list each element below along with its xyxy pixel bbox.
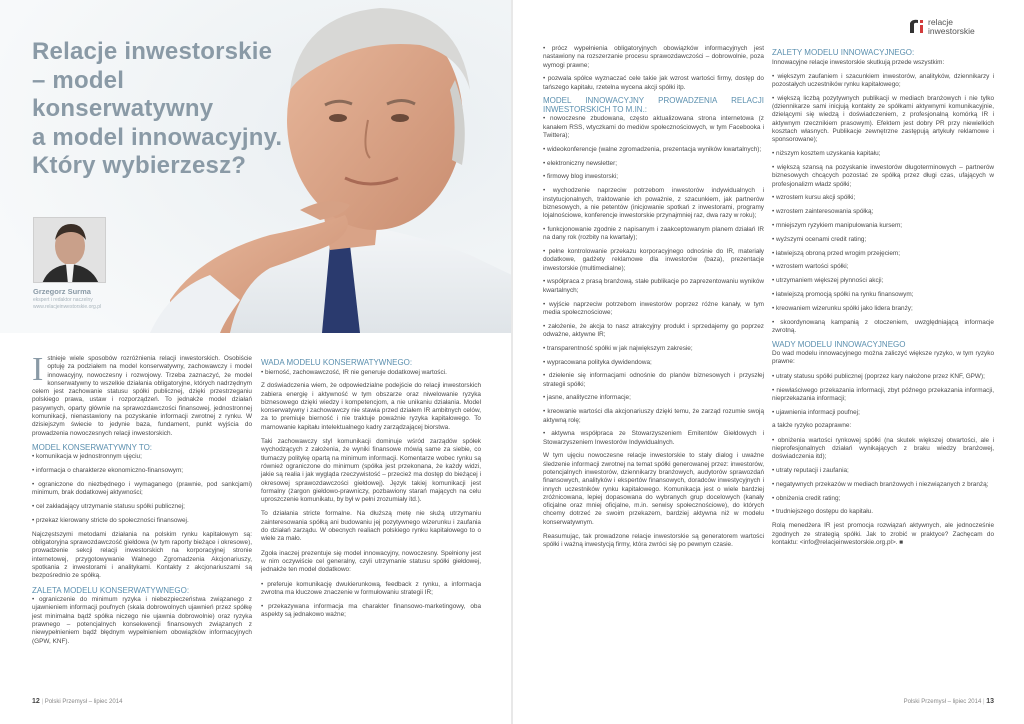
author-role: ekspert i redaktor naczelny www.relacjeinwestorskie.org.pl bbox=[33, 297, 102, 310]
list-item: • informacja o charakterze ekonomiczno-finansowym; bbox=[32, 467, 184, 475]
footer-publication: Polski Przemysł – lipiec 2014 bbox=[903, 699, 982, 705]
list-item: • większą szansą na pozyskanie inwestorów długoterminowych – partnerów biznesowych chcących pozostać ze spółką przez długi czas, ufających w profesjonalizm władz spółki; bbox=[772, 163, 994, 188]
body-paragraph: Z doświadczenia wiem, że odpowiedzialne podejście do relacji inwestorskich zabiera energię i aktywność w tym obszarze oraz niwelowanie ryzyka biznesowego dzięki wiedzy i kompetencjom, a nie unikaniu działania. Model konserwatywny i zachowawczy nie stawia przed działem IR ambitnych celów, za to premiuje bierność i nie traktuje poważnie ryzyka kapitałowego. To marnowanie kapitału intelektualnego kadry zarządzającej biorstwa. bbox=[261, 382, 481, 431]
list-item: • wyjście naprzeciw potrzebom inwestorów poprzez różne kanały, w tym media społecznościowe; bbox=[543, 300, 764, 316]
list-item: • elektroniczny newsletter; bbox=[543, 159, 617, 167]
body-paragraph: To działania stricte formalne. Na dłuższą metę nie służą utrzymaniu zainteresowania spółką ani budowaniu jej pozytywnego wizerunku i zaufania do działań zarządu. W obecnych realiach polskiego rynku kapitałowego to o wiele za mało. bbox=[261, 510, 481, 543]
intro-paragraph bbox=[32, 351, 252, 438]
brand-logo bbox=[910, 16, 990, 36]
list-item: • prócz wypełnienia obligatoryjnych obowiązków informacyjnych jest nastawiony na rozszerzanie procesu sprawozdawczości – dobrowolnie, poza wymogi prawne; bbox=[543, 45, 764, 69]
list-item: • cel zakładający utrzymanie statusu spółki publicznej; bbox=[32, 503, 185, 511]
list-item: • przekaz kierowany stricte do społeczności finansowej. bbox=[32, 516, 189, 524]
section-heading: ZALETA MODELU KONSERWATYWNEGO: bbox=[32, 585, 190, 595]
author-name: Grzegorz Surma bbox=[33, 287, 91, 296]
list-item: • łatwiejszą promocją spółki na rynku finansowym; bbox=[772, 290, 914, 298]
list-item: • większym zaufaniem i szacunkiem inwestorów, analityków, dziennikarzy i pozostałych uczestników rynku kapitałowego; bbox=[772, 72, 994, 89]
list-item: • wychodzenie naprzeciw potrzebom inwestorów indywidualnych i instytucjonalnych, traktowanie ich poważnie, z szacunkiem, jak partnerów biznesowych, a nie petentów (inicjowanie spotkań z inwestorami, programy lojalnościowe, konferencje inwestorskie przynajmniej raz, dwa razy w roku); bbox=[543, 187, 764, 220]
footer-right: Polski Przemysł – lipiec 2014 | 13 bbox=[903, 698, 994, 705]
list-item: • jasne, analityczne informacje; bbox=[543, 394, 631, 402]
list-item: • pozwala spółce wyznaczać cele takie jak wzrost wartości firmy, dostęp do tańszego kapitału, rzetelna wycena akcji spółki itp. bbox=[543, 75, 764, 91]
list-item: • współpraca z prasą branżową, stałe publikacje po zaprezentowaniu wyników kwartalnych; bbox=[543, 278, 764, 294]
logo-text-line2: inwestorskie bbox=[928, 26, 975, 36]
page-number: 12 bbox=[32, 698, 40, 705]
list-item: • kreowaniem wizerunku spółki jako lidera branży; bbox=[772, 304, 913, 312]
list-item: • ograniczone do niezbędnego i wymaganego (prawnie, pod sankcjami) minimum, brak dodatkowej aktywności; bbox=[32, 481, 252, 497]
list-item: • negatywnych przekazów w mediach branżowych i niezwiązanych z branżą; bbox=[772, 480, 989, 488]
list-item: • niewłaściwego przekazania informacji, zbyt późnego przekazania informacji, nieprzekazania informacji; bbox=[772, 386, 994, 402]
list-item: • bierność, zachowawczość, IR nie generuje dodatkowej wartości. bbox=[261, 368, 447, 376]
left-column-2 bbox=[261, 355, 481, 625]
spread-gutter bbox=[511, 0, 513, 724]
list-item: • przekazywana informacja ma charakter finansowo-marketingowy, oba aspekty są jednakowo ważne; bbox=[261, 602, 481, 618]
body-paragraph: a także ryzyko pozaprawne: bbox=[772, 422, 852, 430]
author-portrait bbox=[34, 218, 106, 283]
list-item: • wideokonferencje (walne zgromadzenia, prezentacja wyników kwartalnych); bbox=[543, 145, 762, 153]
list-item: • obniżenia credit rating; bbox=[772, 494, 841, 502]
left-column-1 bbox=[32, 351, 252, 652]
list-item: • założenie, że akcja to nasz atrakcyjny produkt i sprzedajemy go poprzez odważne, aktywne IR; bbox=[543, 322, 764, 338]
body-paragraph: Innowacyjne relacje inwestorskie skutkują przede wszystkim: bbox=[772, 58, 945, 66]
section-heading: MODEL KONSERWATYWNY TO: bbox=[32, 442, 153, 452]
list-item: • transparentność spółki w jak największym zakresie; bbox=[543, 344, 693, 352]
list-item: • nowoczesne zbudowana, często aktualizowana strona internetowa (z kanałem RSS, wtyczkami do mediów społecznościowych, w tym Facebooka i Twittera); bbox=[543, 115, 764, 140]
list-item: • trudniejszego dostępu do kapitału. bbox=[772, 508, 874, 516]
list-item: • utraty statusu spółki publicznej (poprzez kary nałożone przez KNF, GPW); bbox=[772, 372, 985, 380]
list-item: • preferuje komunikację dwukierunkową, feedback z rynku, a informacja zwrotna ma kluczowe znaczenie w formułowaniu strategii IR; bbox=[261, 580, 481, 596]
list-item: • wzrostem kursu akcji spółki; bbox=[772, 194, 856, 202]
list-item: • skoordynowaną kampanią z otoczeniem, uwzględniającą informacje zwrotną. bbox=[772, 318, 994, 334]
list-item: • większą liczbą pozytywnych publikacji w mediach branżowych i nie tylko (dziennikarze sami inicjują kontakty ze spółkami aktywnymi komunikacyjnie, dzielącymi się wiedzą i doświadczeniem, z profesjonalną komórką IR i aktywnym rzecznikiem prasowym). Efektem jest dobry PR przy niewielkich kosztach własnych. Publikacje zewnętrzne zastępują artykuły reklamowe i sponsorowane); bbox=[772, 94, 994, 144]
intro-text: stnieje wiele sposobów rozróżnienia relacji inwestorskich. Osobiście optuję za podziałem na model konserwatywny, zachowawczy i model innowacyjny, nowoczesny i rozwojowy. Trzeba zaznaczyć, że model konserwatywny to wszelkie działania obligatoryjne, których nadrzędnym celem jest zachowanie statusu spółki publicznej, dzięki przestrzeganiu polskiego prawa, ustaw i rozporządzeń. To jednakże model działań pasywnych, oparty głównie na sprawozdawczości finansowej, jednostronnej komunikacji, nienastawiony na pozyskanie informacji zwrotnej z rynku. W dzisiejszym świecie to jedynie baza, fundament, punkt wyjścia do prowadzenia nowoczesnych relacji inwestorskich. bbox=[32, 355, 252, 437]
list-item: • mniejszym ryzykiem manipulowania kursem; bbox=[772, 221, 903, 229]
closing-paragraph: Rolą menedżera IR jest promocja rozwiązań aktywnych, ale jednocześnie zgodnych ze strategią spółki. Jak to zrobić w praktyce? Zachęcam do kontaktu: <info@relacjeinwestorskie.org.pl>. ■ bbox=[772, 522, 994, 546]
list-item: • obniżenia wartości rynkowej spółki (na skutek większej otwartości, ale i nieprofesjonalnych działań wynikających z braku wiedzy branżowej, doświadczenia itd); bbox=[772, 436, 994, 461]
body-paragraph: Najczęstszymi metodami działania na polskim rynku kapitałowym są: obligatoryjna sprawozdawczość giełdowa (w tym raporty bieżące i okresowe), prowadzenie sekcji relacji inwestorskich na korporacyjnej stronie internetowej, przygotowywanie Walnego Zgromadzenia Akcjonariuszy, spotkania z inwestorami i analitykami. Kontakty z akcjonariuszami są bezpośrednio ze spółką. bbox=[32, 530, 252, 580]
body-paragraph: W tym ujęciu nowoczesne relacje inwestorskie to stały dialog i uważne śledzenie informacji zwrotnej na temat spółki generowanej przez: inwestorów, potencjalnych inwestorów, dziennikarzy branżowych, audytorów sprawozdań finansowych, analityków i ekspertów finansowych, doradców inwestycyjnych i innych uczestników rynku kapitałowego. Komunikacja jest o wiele bardziej zróżnicowana, lepiej dopasowana do wybranych grup docelowych (kanały oficjalne oraz mniej oficjalne, m.in. serwisy społecznościowe), do których chcemy dotrzeć ze swoim przekazem, bardziej aktywna niż w modelu konserwatywnym. bbox=[543, 452, 764, 526]
list-item: • łatwiejszą obroną przed wrogim przejęciem; bbox=[772, 249, 900, 257]
right-column-1 bbox=[543, 45, 764, 556]
list-item: • pełne kontrolowanie przekazu korporacyjnego odnośnie do IR, materiały dodatkowe, gadżety reklamowe dla inwestorów (baza), prezentacje inwestorskie (multimedialne); bbox=[543, 248, 764, 272]
footer-left: 12 | Polski Przemysł – lipiec 2014 bbox=[32, 698, 123, 705]
body-paragraph: Reasumując, tak prowadzone relacje inwestorskie są generatorem wartości spółki i ważną inwestycją firmy, która zwróci się po pewnym czasie. bbox=[543, 533, 764, 549]
body-paragraph: • ograniczenie do minimum ryzyka i niebezpieczeństwa związanego z ujawnieniem informacji poufnych (skala dobrowolnych ujawnień przez spółkę jest minimalna bądź spółka niczego nie ujawnia dobrowolnie) oraz ryzyka prawnego – potencjalnych konsekwencji finansowych związanych z niewypełnieniem bądź błędnym wypełnieniem obowiązków informacyjnych (GPW, KNF). bbox=[32, 596, 252, 645]
list-item: • wzrostem zainteresowania spółką; bbox=[772, 208, 874, 216]
logo-icon bbox=[910, 19, 924, 33]
article-headline: Relacje inwestorskie – model konserwatywny a model innowacyjny. Który wybierzesz? bbox=[32, 38, 283, 179]
footer-publication: Polski Przemysł – lipiec 2014 bbox=[44, 699, 123, 705]
list-item: • utrzymaniem większej płynności akcji; bbox=[772, 277, 884, 285]
body-paragraph: Taki zachowawczy styl komunikacji dominuje wśród zarządów spółek wychodzących z założenia, że wyniki finansowe mówią same za siebie, co tłumaczy politykę opartą na minimum informacji. Komentarze wobec rynku są również ograniczone do minimum (spółka jest przekonana, że każdy widzi, jakie są realia i jak wygląda rzeczywistość – przecież ma dostęp do bieżącej i okresowej sprawozdawczości giełdowej). Język takiej komunikacji jest formalny (żargon giełdowo-prawniczy, pozbawiony starań mających na celu uproszczenie komunikatu, by był w pełni zrozumiały itd.). bbox=[261, 438, 481, 504]
list-item: • aktywna współpraca ze Stowarzyszeniem Emitentów Giełdowych i Stowarzyszeniem Inwestorów Indywidualnych. bbox=[543, 430, 764, 446]
section-heading: WADY MODELU INNOWACYJNEGO bbox=[772, 339, 906, 349]
list-item: • wzrostem wartości spółki; bbox=[772, 263, 849, 271]
section-heading: ZALETY MODELU INNOWACYJNEGO: bbox=[772, 48, 915, 57]
body-paragraph: Zgoła inaczej prezentuje się model innowacyjny, nowoczesny. Spełniony jest w nim oczywiście cel generalny, czyli utrzymanie statusu spółki giełdowej, jednakże ten model dodatkowo: bbox=[261, 549, 481, 574]
list-item: • kreowanie wartości dla akcjonariuszy dzięki temu, że zarząd rozumie swoją aktywną rolę; bbox=[543, 408, 764, 424]
list-item: • wyższymi ocenami credit rating; bbox=[772, 235, 867, 243]
list-item: • utraty reputacji i zaufania; bbox=[772, 467, 849, 475]
dropcap: I bbox=[32, 351, 44, 388]
list-item: • funkcjonowanie zgodnie z napisanym i zaakceptowanym planem działań IR na dany rok (rozbity na kwartały); bbox=[543, 225, 764, 242]
author-avatar bbox=[33, 217, 106, 283]
body-paragraph: Do wad modelu innowacyjnego można zaliczyć większe ryzyko, w tym ryzyko prawne: bbox=[772, 350, 994, 366]
list-item: • wypracowana polityka dywidendowa; bbox=[543, 358, 652, 366]
list-item: • niższym kosztem uzyskania kapitału; bbox=[772, 150, 881, 158]
right-column-2 bbox=[772, 45, 994, 553]
logo-text-line1: relacje bbox=[928, 17, 954, 27]
list-item: • dzielenie się informacjami odnośnie do planów biznesowych i przyszłej strategii spółki; bbox=[543, 372, 764, 388]
list-item: • firmowy blog inwestorski; bbox=[543, 173, 619, 181]
list-item: • ujawnienia informacji poufnej; bbox=[772, 408, 860, 416]
section-heading: MODEL INNOWACYJNY PROWADZENIA RELACJI INWESTORSKICH TO M.IN.: bbox=[543, 96, 764, 114]
section-heading: WADA MODELU KONSERWATYWNEGO: bbox=[261, 358, 413, 367]
page-number: 13 bbox=[986, 698, 994, 705]
list-item: • komunikacja w jednostronnym ujęciu; bbox=[32, 453, 142, 461]
